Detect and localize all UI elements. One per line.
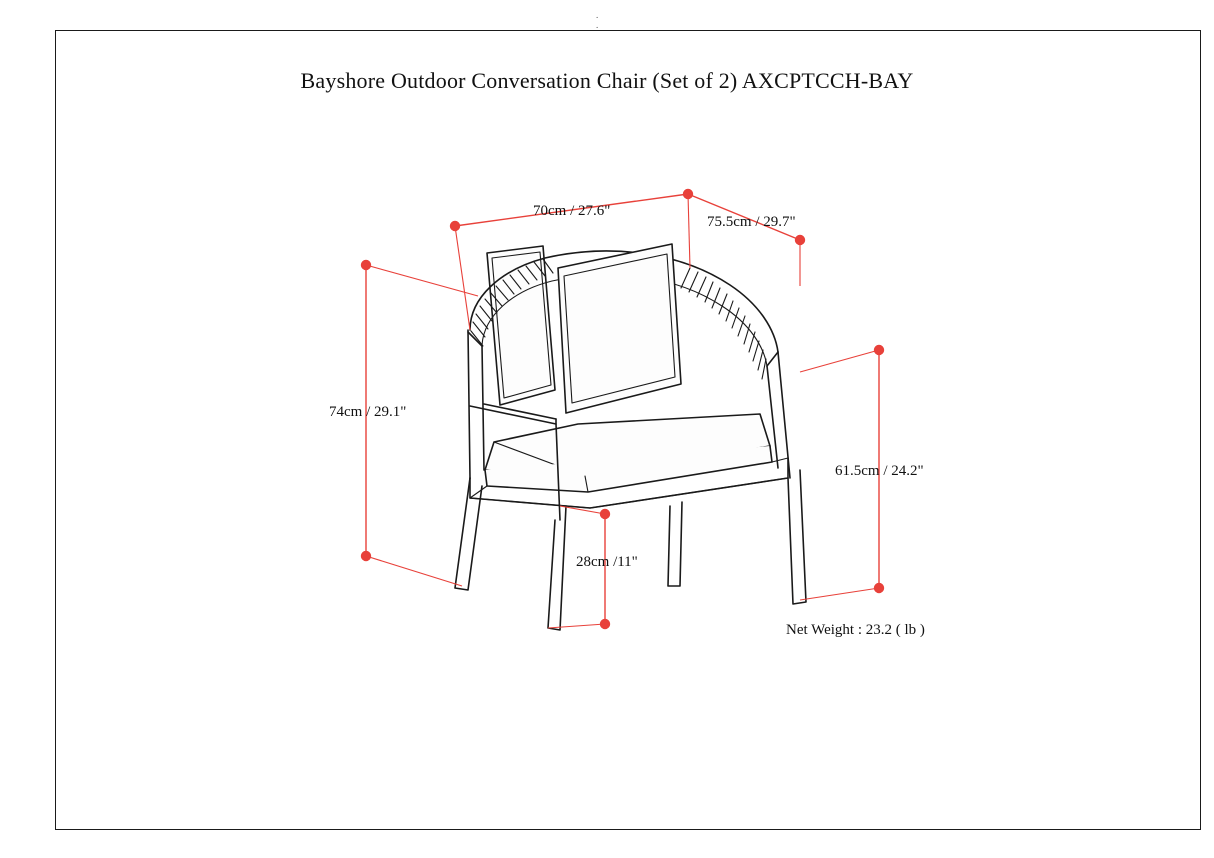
dimension-label-depth-top: 75.5cm / 29.7" <box>707 214 796 230</box>
page-title: Bayshore Outdoor Conversation Chair (Set of 2) AXCPTCCH-BAY <box>300 68 914 93</box>
dimension-label-arm-height: 61.5cm / 24.2" <box>835 463 924 479</box>
dimension-label-overall-height: 74cm / 29.1" <box>329 404 407 420</box>
net-weight-label: Net Weight : 23.2 ( lb ) <box>786 622 925 638</box>
dimension-label-seat-height: 28cm /11" <box>576 554 638 570</box>
dimension-label-width-top: 70cm / 27.6" <box>533 203 611 219</box>
corner-registration-marks: . . <box>596 10 639 30</box>
